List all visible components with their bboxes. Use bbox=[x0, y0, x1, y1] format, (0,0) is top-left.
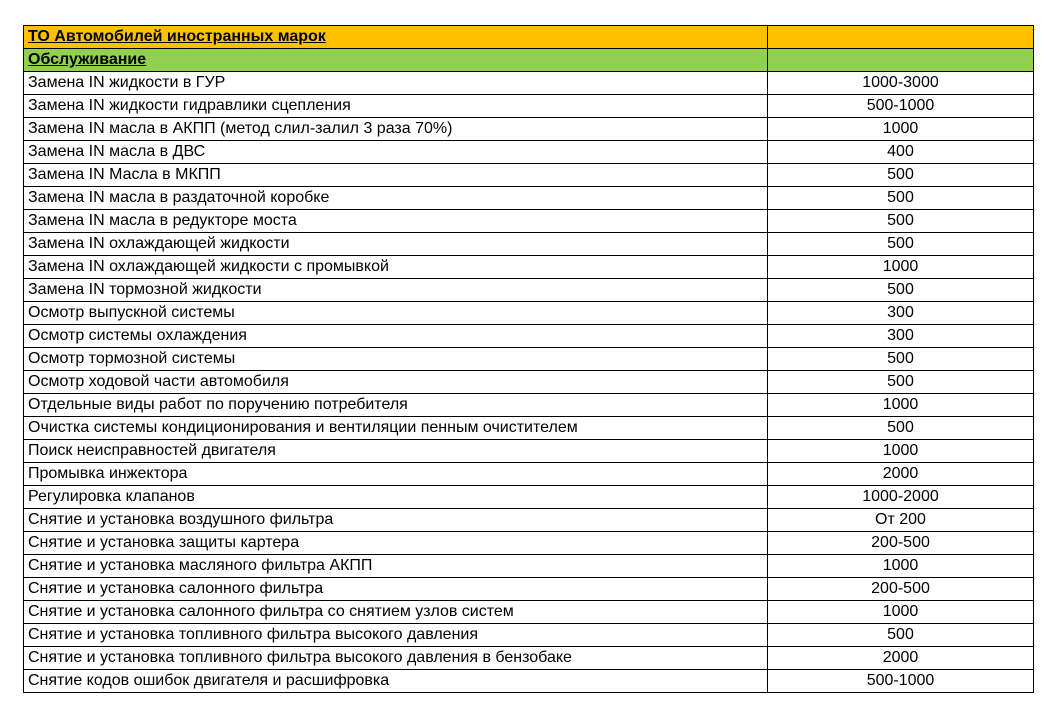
service-name-cell: Снятие и установка топливного фильтра высокого давления в бензобаке bbox=[24, 647, 768, 670]
service-price-cell: 500-1000 bbox=[768, 670, 1034, 693]
service-price-cell: 1000 bbox=[768, 118, 1034, 141]
service-price-cell: От 200 bbox=[768, 509, 1034, 532]
table-row bbox=[24, 279, 1034, 302]
table-row bbox=[24, 118, 1034, 141]
service-name-cell: Очистка системы кондиционирования и вентиляции пенным очистителем bbox=[24, 417, 768, 440]
service-price-cell: 300 bbox=[768, 302, 1034, 325]
service-price-cell: 500 bbox=[768, 233, 1034, 256]
service-name-cell: Осмотр ходовой части автомобиля bbox=[24, 371, 768, 394]
price-table bbox=[23, 25, 1034, 693]
service-name-cell: Замена IN тормозной жидкости bbox=[24, 279, 768, 302]
service-name-cell: Осмотр системы охлаждения bbox=[24, 325, 768, 348]
service-price-cell: 400 bbox=[768, 141, 1034, 164]
service-name-cell: Замена IN масла в АКПП (метод слил-залил 3 раза 70%) bbox=[24, 118, 768, 141]
table-row bbox=[24, 601, 1034, 624]
service-name-cell: Снятие и установка салонного фильтра bbox=[24, 578, 768, 601]
service-price-cell: 500 bbox=[768, 624, 1034, 647]
service-name-cell: Замена IN масла в редукторе моста bbox=[24, 210, 768, 233]
table-row bbox=[24, 141, 1034, 164]
table-row bbox=[24, 440, 1034, 463]
service-price-cell: 1000-2000 bbox=[768, 486, 1034, 509]
section-title: Обслуживание bbox=[24, 49, 768, 72]
table-row bbox=[24, 72, 1034, 95]
service-price-cell: 500 bbox=[768, 279, 1034, 302]
table-row bbox=[24, 95, 1034, 118]
table-row bbox=[24, 210, 1034, 233]
table-row bbox=[24, 463, 1034, 486]
table-title: ТО Автомобилей иностранных марок bbox=[24, 26, 768, 49]
service-price-cell: 1000-3000 bbox=[768, 72, 1034, 95]
table-row bbox=[24, 509, 1034, 532]
title-row bbox=[24, 26, 1034, 49]
table-row bbox=[24, 348, 1034, 371]
service-price-cell: 2000 bbox=[768, 463, 1034, 486]
service-name-cell: Замена IN масла в ДВС bbox=[24, 141, 768, 164]
service-price-cell: 1000 bbox=[768, 394, 1034, 417]
service-price-cell: 500 bbox=[768, 164, 1034, 187]
table-row bbox=[24, 486, 1034, 509]
section-row bbox=[24, 49, 1034, 72]
service-price-cell: 500 bbox=[768, 371, 1034, 394]
table-row bbox=[24, 624, 1034, 647]
table-row bbox=[24, 302, 1034, 325]
service-price-cell: 2000 bbox=[768, 647, 1034, 670]
service-name-cell: Замена IN масла в раздаточной коробке bbox=[24, 187, 768, 210]
service-price-cell: 1000 bbox=[768, 440, 1034, 463]
table-row bbox=[24, 233, 1034, 256]
service-price-cell: 500 bbox=[768, 187, 1034, 210]
service-price-cell: 500-1000 bbox=[768, 95, 1034, 118]
service-price-cell: 1000 bbox=[768, 555, 1034, 578]
service-name-cell: Отдельные виды работ по поручению потребителя bbox=[24, 394, 768, 417]
table-row bbox=[24, 325, 1034, 348]
section-price-cell bbox=[768, 49, 1034, 72]
service-name-cell: Замена IN охлаждающей жидкости bbox=[24, 233, 768, 256]
table-row bbox=[24, 417, 1034, 440]
price-table-body bbox=[24, 26, 1034, 693]
service-price-cell: 1000 bbox=[768, 601, 1034, 624]
table-row bbox=[24, 647, 1034, 670]
service-name-cell: Снятие кодов ошибок двигателя и расшифровка bbox=[24, 670, 768, 693]
table-row bbox=[24, 187, 1034, 210]
service-name-cell: Осмотр тормозной системы bbox=[24, 348, 768, 371]
service-price-cell: 500 bbox=[768, 210, 1034, 233]
table-row bbox=[24, 532, 1034, 555]
table-row bbox=[24, 164, 1034, 187]
service-name-cell: Промывка инжектора bbox=[24, 463, 768, 486]
service-price-cell: 500 bbox=[768, 348, 1034, 371]
table-row bbox=[24, 371, 1034, 394]
service-price-cell: 500 bbox=[768, 417, 1034, 440]
table-row bbox=[24, 394, 1034, 417]
service-price-cell: 1000 bbox=[768, 256, 1034, 279]
service-name-cell: Снятие и установка салонного фильтра со снятием узлов систем bbox=[24, 601, 768, 624]
service-name-cell: Снятие и установка воздушного фильтра bbox=[24, 509, 768, 532]
table-row bbox=[24, 670, 1034, 693]
service-name-cell: Замена IN Масла в МКПП bbox=[24, 164, 768, 187]
service-name-cell: Снятие и установка масляного фильтра АКПП bbox=[24, 555, 768, 578]
service-price-cell: 300 bbox=[768, 325, 1034, 348]
table-row bbox=[24, 555, 1034, 578]
table-row bbox=[24, 256, 1034, 279]
service-name-cell: Замена IN охлаждающей жидкости с промывкой bbox=[24, 256, 768, 279]
service-name-cell: Поиск неисправностей двигателя bbox=[24, 440, 768, 463]
service-name-cell: Замена IN жидкости гидравлики сцепления bbox=[24, 95, 768, 118]
service-name-cell: Снятие и установка топливного фильтра высокого давления bbox=[24, 624, 768, 647]
title-price-cell bbox=[768, 26, 1034, 49]
service-name-cell: Замена IN жидкости в ГУР bbox=[24, 72, 768, 95]
service-name-cell: Осмотр выпускной системы bbox=[24, 302, 768, 325]
service-name-cell: Снятие и установка защиты картера bbox=[24, 532, 768, 555]
service-price-cell: 200-500 bbox=[768, 578, 1034, 601]
table-row bbox=[24, 578, 1034, 601]
service-name-cell: Регулировка клапанов bbox=[24, 486, 768, 509]
service-price-cell: 200-500 bbox=[768, 532, 1034, 555]
